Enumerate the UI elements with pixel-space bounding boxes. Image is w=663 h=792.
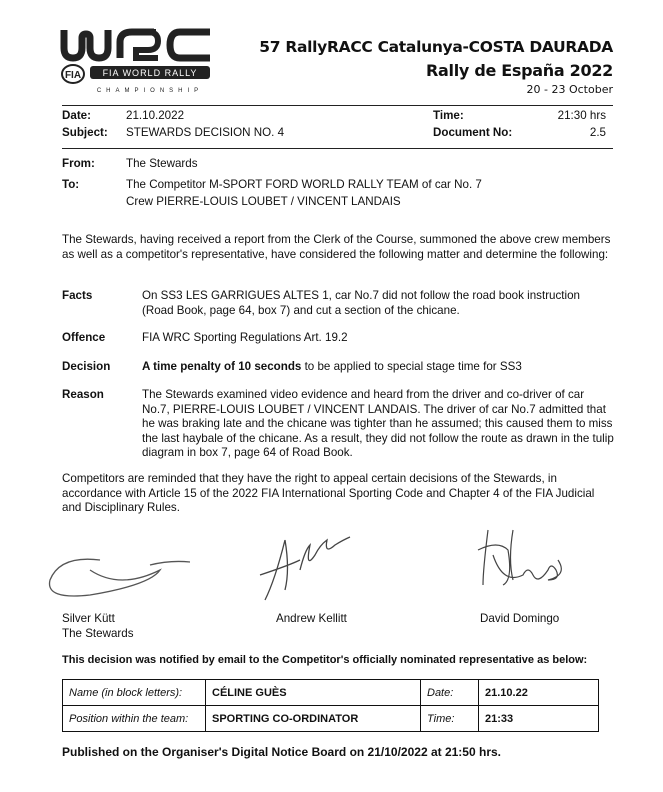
svg-text:FIA WORLD RALLY: FIA WORLD RALLY (102, 68, 198, 78)
subject-value: STEWARDS DECISION NO. 4 (126, 126, 285, 139)
table-time-label: Time: (421, 706, 479, 732)
signatory-kutt: Silver Kütt (62, 612, 115, 625)
docno-value: 2.5 (589, 126, 606, 139)
decision-text (142, 360, 614, 375)
from-label: From: (62, 157, 95, 170)
table-date-label: Date: (421, 680, 479, 706)
signatory-domingo: David Domingo (480, 612, 560, 625)
intro-paragraph: The Stewards, having received a report from the Clerk of the Course, summoned the above crew members as well as a competitor's representative, have considered the following matter and determine the following: (62, 233, 611, 261)
offence-text: FIA WRC Sporting Regulations Art. 19.2 (142, 331, 348, 344)
event-dates: 20 - 23 October (526, 83, 613, 96)
position-label: Position within the team: (63, 706, 206, 732)
published-statement: Published on the Organiser's Digital Notice Board on 21/10/2022 at 21:50 hrs. (62, 745, 501, 759)
appeal-paragraph: Competitors are reminded that they have the right to appeal certain decisions of the Stewards, in accordance with Article 15 of the 2022 FIA International Sporting Code and Chapter 4 of the FIA Judicial and Disciplinary Rules. (62, 472, 595, 515)
table-time-value: 21:33 (479, 706, 599, 732)
to-value: The Competitor M-SPORT FORD WORLD RALLY TEAM of car No. 7 (126, 178, 482, 191)
signatory-role: The Stewards (62, 627, 134, 640)
event-title: 57 RallyRACC Catalunya-COSTA DAURADA (259, 38, 613, 56)
signature-kellitt (255, 530, 365, 610)
svg-text:FIA: FIA (64, 70, 82, 81)
divider (62, 105, 613, 106)
from-value: The Stewards (126, 157, 198, 170)
offence-label: Offence (62, 331, 106, 344)
date-label: Date: (62, 109, 91, 122)
decision-rest: to be applied to special stage time for SS3 (301, 360, 522, 373)
svg-text:CHAMPIONSHIP: CHAMPIONSHIP (96, 88, 204, 94)
time-label: Time: (433, 109, 464, 122)
subject-label: Subject: (62, 126, 108, 139)
position-value: SPORTING CO-ORDINATOR (206, 706, 421, 732)
notification-statement: This decision was notified by email to the Competitor's officially nominated representative as below: (62, 654, 588, 666)
reason-text: The Stewards examined video evidence and heard from the driver and co-driver of car No.7, PIERRE-LOUIS LOUBET / VINCENT LANDAIS. The driver of car No.7 admitted that he was braking late and the chicane was tighter than he assumed; this caused them to miss the last haybale of the chicane. As a result, they did not follow the route as drawn in the tulip diagram in box 7, page 64 of Road Book. (142, 388, 614, 460)
wrc-logo (60, 24, 212, 96)
facts-text: On SS3 LES GARRIGUES ALTES 1, car No.7 did not follow the road book instruction (Road Book, page 64, box 7) and cut a section of the chicane. (142, 289, 580, 317)
facts-label: Facts (62, 289, 93, 302)
rally-title: Rally de España 2022 (426, 61, 613, 80)
table-date-value: 21.10.22 (479, 680, 599, 706)
name-value: CÉLINE GUÈS (206, 680, 421, 706)
decision-label: Decision (62, 360, 111, 373)
notification-table (62, 679, 599, 732)
date-value: 21.10.2022 (126, 109, 185, 122)
signature-kutt (40, 540, 200, 610)
crew-value: Crew PIERRE-LOUIS LOUBET / VINCENT LANDAIS (126, 195, 401, 208)
name-label: Name (in block letters): (63, 680, 206, 706)
signature-domingo (458, 525, 578, 605)
time-value: 21:30 hrs (557, 109, 606, 122)
reason-label: Reason (62, 388, 104, 401)
to-label: To: (62, 178, 80, 191)
penalty: A time penalty of 10 seconds (142, 360, 302, 373)
signatory-kellitt: Andrew Kellitt (276, 612, 347, 625)
table-row (63, 680, 599, 706)
table-row (63, 706, 599, 732)
divider (62, 148, 613, 149)
docno-label: Document No: (433, 126, 513, 139)
